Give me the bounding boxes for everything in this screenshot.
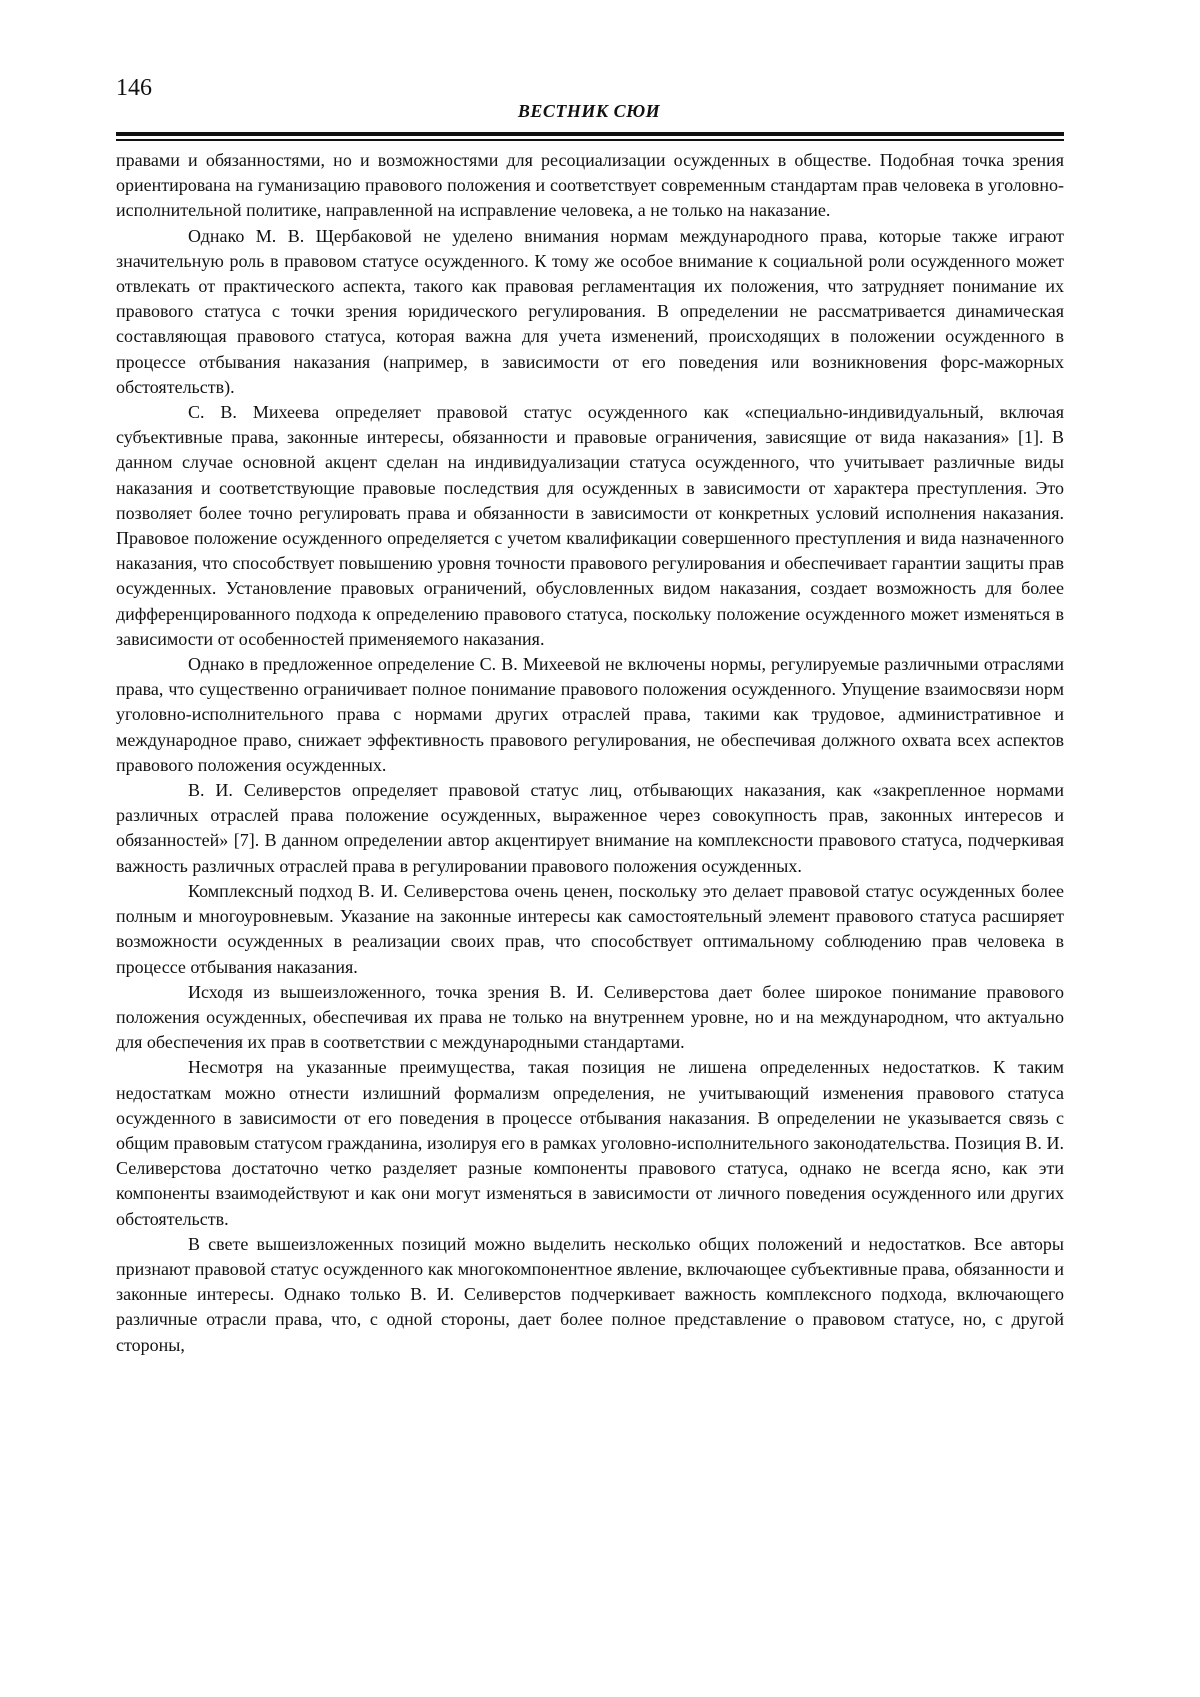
paragraph: Однако М. В. Щербаковой не уделено внимания нормам международного права, которые также играют значительную роль в правовом статусе осужденного. К тому же особое внимание к социальной роли осужденного может отвлекать от практического аспекта, такого как правовая регламентация их положения, что затрудняет понимание их правового статуса с точки зрения юридического регулирования. В определении не рассматривается динамическая составляющая правового статуса, которая важна для учета изменений, происходящих в положении осужденного в процессе отбывания наказания (например, в зависимости от его поведения или возникновения форс-мажорных обстоятельств).: [116, 225, 1064, 397]
paragraph: Однако в предложенное определение С. В. Михеевой не включены нормы, регулируемые различными отраслями права, что существенно ограничивает полное понимание правового положения осужденного. Упущение взаимосвязи норм уголовно-исполнительного права с нормами других отраслей права, такими как трудовое, административное и международное право, снижает эффективность правового регулирования, не обеспечивая должного охвата всех аспектов правового положения осужденных.: [116, 654, 1064, 775]
header-rule-thin: [116, 139, 1064, 141]
paragraph-continuation: правами и обязанностями, но и возможностями для ресоциализации осужденных в обществе. Подобная точка зрения ориентирована на гуманизацию правового положения и соответствует современным стандартам прав человека в уголовно-исполнительной политике, направленной на исправление человека, а не только на наказание.: [116, 150, 1064, 221]
paragraph: Комплексный подход В. И. Селиверстова очень ценен, поскольку это делает правовой статус осужденных более полным и многоуровневым. Указание на законные интересы как самостоятельный элемент правового статуса расширяет возможности осужденных в реализации своих прав, что способствует оптимальному соблюдению прав человека в процессе отбывания наказания.: [116, 880, 1064, 977]
page-number: 146: [116, 75, 152, 101]
article-body: [116, 148, 1064, 1358]
paragraph: В. И. Селиверстов определяет правовой статус лиц, отбывающих наказания, как «закрепленное нормами различных отраслей права положение осужденных, выраженное через совокупность прав, законных интересов и обязанностей» [7]. В данном определении автор акцентирует внимание на комплексности правового статуса, подчеркивая важность различных отраслей права в регулировании правового положения осужденных.: [116, 780, 1064, 876]
header-rule: [116, 132, 1064, 136]
paragraph: В свете вышеизложенных позиций можно выделить несколько общих положений и недостатков. Все авторы признают правовой статус осужденного как многокомпонентное явление, включающее субъективные права, обязанности и законные интересы. Однако только В. И. Селиверстов подчеркивает важность комплексного подхода, включающего различные отрасли права, что, с одной стороны, дает более полное представление о правовом статусе, но, с другой стороны,: [116, 1233, 1064, 1355]
paragraph: Несмотря на указанные преимущества, такая позиция не лишена определенных недостатков. К таким недостаткам можно отнести излишний формализм определения, не учитывающий изменения правового статуса осужденного в зависимости от его поведения в процессе отбывания наказания. В определении не указывается связь с общим правовым статусом гражданина, изолируя его в рамках уголовно-исполнительного законодательства. Позиция В. И. Селиверстова достаточно четко разделяет разные компоненты правового статуса, однако не всегда ясно, как эти компоненты взаимодействуют и как они могут изменяться в зависимости от личного поведения осужденного или других обстоятельств.: [116, 1057, 1064, 1229]
journal-title: ВЕСТНИК СЮИ: [517, 101, 661, 121]
paragraph: С. В. Михеева определяет правовой статус осужденного как «специально-индивидуальный, включая субъективные права, законные интересы, обязанности и правовые ограничения, зависящие от вида наказания» [1]. В данном случае основной акцент сделан на индивидуализации статуса осужденного, что учитывает различные виды наказания и соответствующие правовые последствия для осужденных в зависимости от характера преступления. Это позволяет более точно регулировать права и обязанности в зависимости от конкретных условий исполнения наказания. Правовое положение осужденного определяется с учетом квалификации совершенного преступления и вида назначенного наказания, что способствует повышению уровня точности правового регулирования и обеспечивает гарантии защиты прав осужденных. Установление правовых ограничений, обусловленных видом наказания, создает возможность для более дифференцированного подхода к определению правового статуса, поскольку положение осужденного может изменяться в зависимости от особенностей применяемого наказания.: [116, 402, 1064, 649]
paragraph: Исходя из вышеизложенного, точка зрения В. И. Селиверстова дает более широкое понимание правового положения осужденных, обеспечивая их права не только на внутреннем уровне, но и на международном, что актуально для обеспечения их прав в соответствии с международными стандартами.: [116, 981, 1064, 1053]
